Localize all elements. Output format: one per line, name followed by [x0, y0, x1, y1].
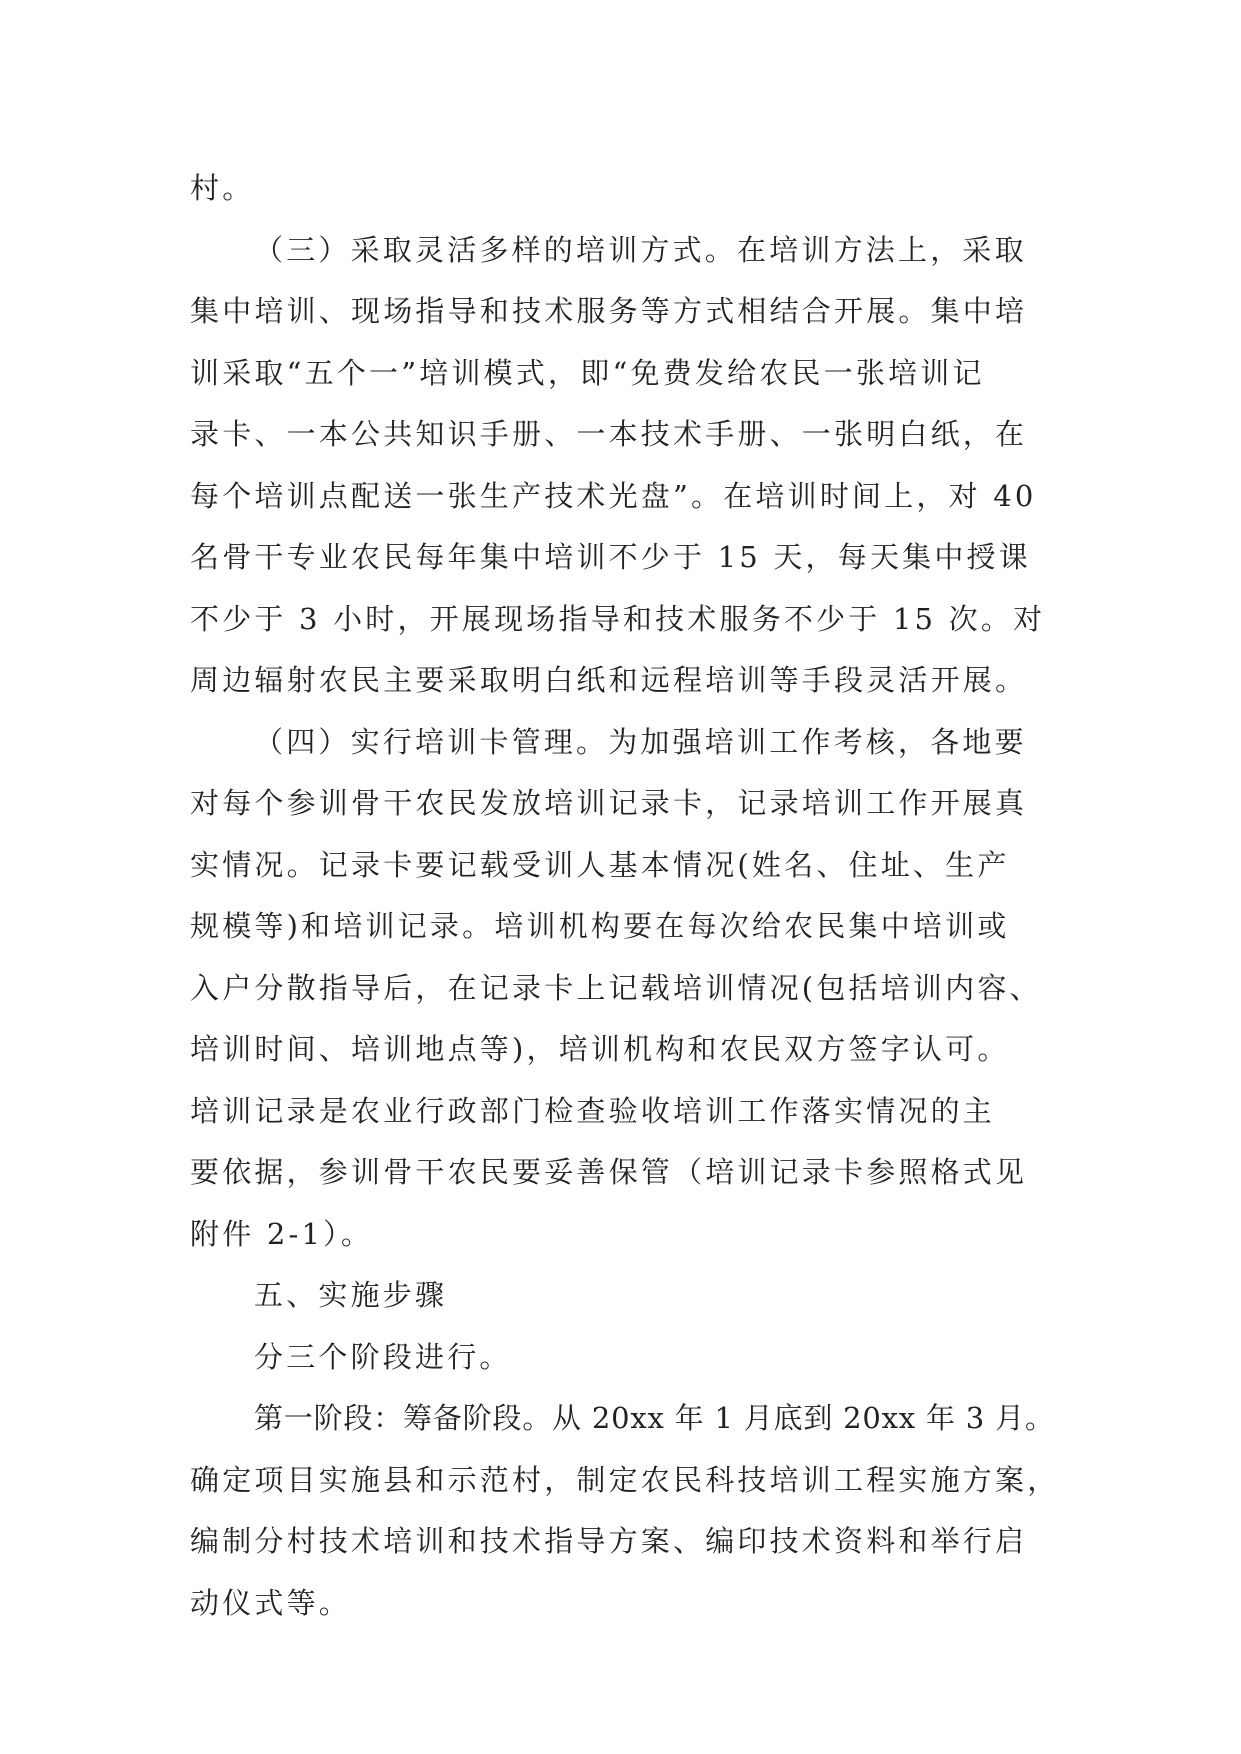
text-line: 名骨干专业农民每年集中培训不少于 15 天，每天集中授课 — [190, 540, 1031, 574]
document-body — [190, 158, 1060, 1634]
text-line: 实情况。记录卡要记载受训人基本情况(姓名、住址、生产 — [190, 847, 1010, 882]
text-line: （三）采取灵活多样的培训方式。在培训方法上，采取 — [254, 232, 1027, 267]
text-line: 培训记录是农业行政部门检查验收培训工作落实情况的主 — [190, 1093, 996, 1128]
text-line: 编制分村技术培训和技术指导方案、编印技术资料和举行启 — [190, 1524, 1028, 1558]
text-line: 要依据，参训骨干农民要妥善保管（培训记录卡参照格式见 — [190, 1155, 1028, 1189]
text-line: 入户分散指导后，在记录卡上记载培训情况(包括培训内容、 — [190, 970, 1042, 1005]
text-line: 周边辐射农民主要采取明白纸和远程培训等手段灵活开展。 — [190, 663, 1028, 697]
text-line: 训采取“五个一”培训模式，即“免费发给农民一张培训记 — [190, 355, 985, 390]
text-line: 集中培训、现场指导和技术服务等方式相结合开展。集中培 — [190, 294, 1028, 328]
text-line: 第一阶段：筹备阶段。从 20xx 年 1 月底到 20xx 年 3 月。 — [254, 1401, 1055, 1435]
text-line: 对每个参训骨干农民发放培训记录卡，记录培训工作开展真 — [190, 786, 1028, 820]
text-line: 规模等)和培训记录。培训机构要在每次给农民集中培训或 — [190, 909, 1010, 943]
text-line: 五、实施步骤 — [254, 1278, 448, 1312]
text-line: 录卡、一本公共知识手册、一本技术手册、一张明白纸，在 — [190, 417, 1028, 451]
text-line: 确定项目实施县和示范村，制定农民科技培训工程实施方案， — [190, 1462, 1060, 1497]
text-line: 每个培训点配送一张生产技术光盘”。在培训时间上，对 40 — [190, 478, 1037, 513]
text-line: 分三个阶段进行。 — [254, 1339, 512, 1374]
text-line: 不少于 3 小时，开展现场指导和技术服务不少于 15 次。对 — [190, 601, 1046, 636]
text-line: 附件 2-1）。 — [190, 1216, 374, 1251]
text-line: 培训时间、培训地点等)，培训机构和农民双方签字认可。 — [190, 1032, 1010, 1066]
text-line: 动仪式等。 — [190, 1585, 352, 1620]
text-line: 村。 — [190, 171, 255, 205]
text-line: （四）实行培训卡管理。为加强培训工作考核，各地要 — [254, 724, 1027, 759]
